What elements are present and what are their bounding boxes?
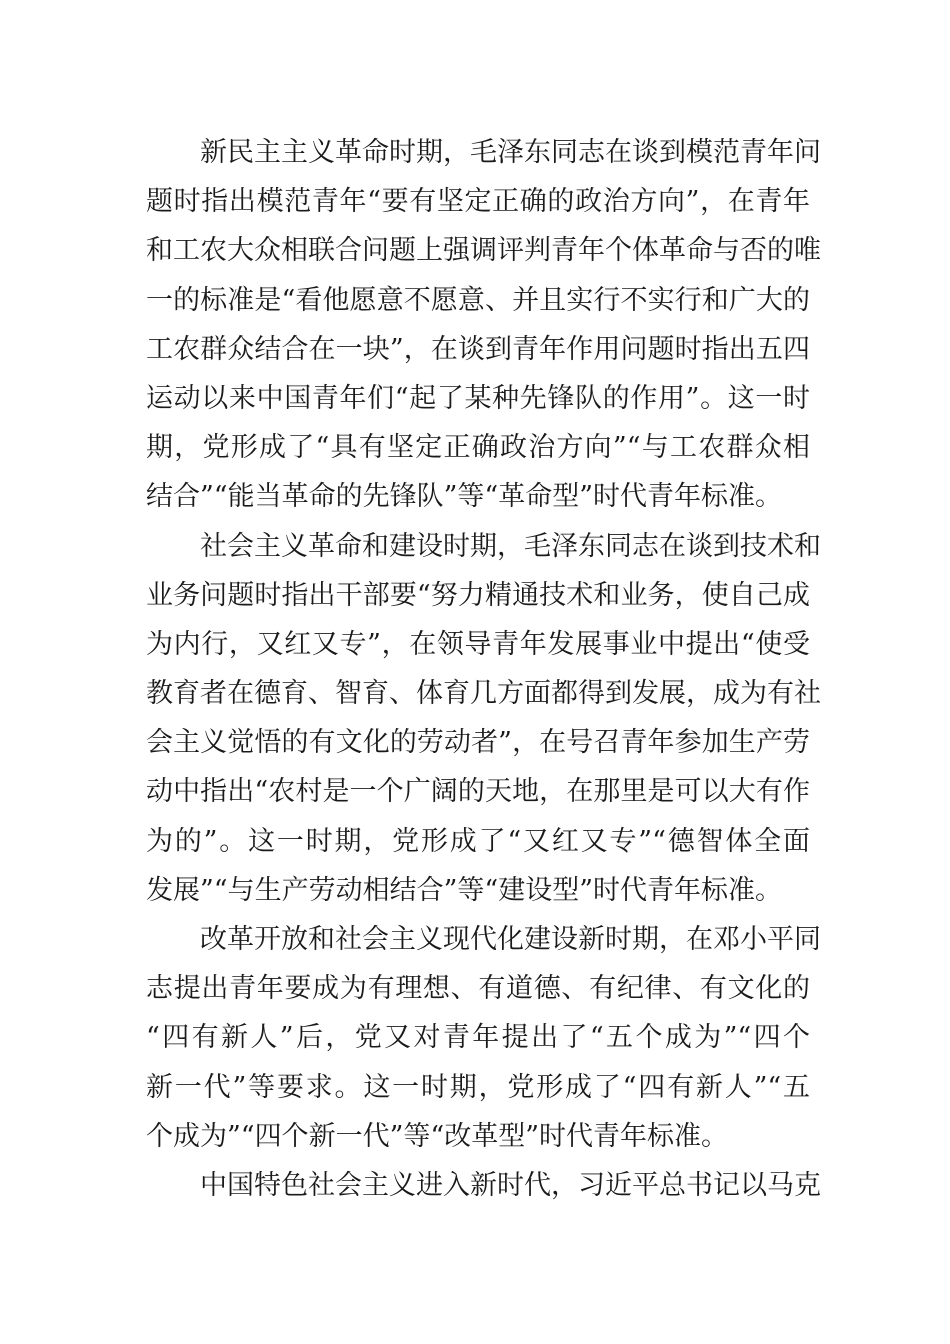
paragraph-1 [146, 128, 821, 522]
text-line: 为内行，又红又专”，在领导青年发展事业中提出“使受 [146, 628, 810, 660]
text-line: 会主义觉悟的有文化的劳动者”，在号召青年参加生产劳 [146, 727, 810, 759]
text-line: 新一代”等要求。这一时期，党形成了“四有新人”“五 [146, 1071, 810, 1103]
text-line: 期，党形成了“具有坚定正确政治方向”“与工农群众相 [146, 432, 810, 464]
text-line: 运动以来中国青年们“起了某种先锋队的作用”。这一时 [146, 382, 810, 414]
text-line: 和工农大众相联合问题上强调评判青年个体革命与否的唯 [146, 235, 821, 267]
text-line: 新民主主义革命时期，毛泽东同志在谈到模范青年问 [200, 137, 821, 168]
text-line: 发展”“与生产劳动相结合”等“建设型”时代青年标准。 [146, 874, 783, 906]
document-body [146, 128, 821, 1210]
text-line: 业务问题时指出干部要“努力精通技术和业务，使自己成 [146, 579, 810, 611]
paragraph-3 [146, 915, 821, 1161]
text-line: 改革开放和社会主义现代化建设新时期，在邓小平同 [200, 924, 821, 955]
text-line: 题时指出模范青年“要有坚定正确的政治方向”，在青年 [146, 186, 810, 218]
paragraph-2 [146, 522, 821, 916]
text-line: 一的标准是“看他愿意不愿意、并且实行不实行和广大的 [146, 284, 810, 316]
text-line: 动中指出“农村是一个广阔的天地，在那里是可以大有作 [146, 776, 810, 808]
text-line: 为的”。这一时期，党形成了“又红又专”“德智体全面 [146, 825, 810, 857]
text-line: 教育者在德育、智育、体育几方面都得到发展，成为有社 [146, 678, 821, 710]
text-line: 工农群众结合在一块”，在谈到青年作用问题时指出五四 [146, 333, 810, 365]
text-line: 中国特色社会主义进入新时代，习近平总书记以马克 [200, 1169, 821, 1201]
text-line: 志提出青年要成为有理想、有道德、有纪律、有文化的 [146, 973, 810, 1005]
text-line: 个成为”“四个新一代”等“改革型”时代青年标准。 [146, 1120, 729, 1152]
text-line: 社会主义革命和建设时期，毛泽东同志在谈到技术和 [200, 530, 821, 562]
paragraph-4 [146, 1161, 821, 1210]
text-line: 结合”“能当革命的先锋队”等“革命型”时代青年标准。 [146, 481, 783, 513]
text-line: “四有新人”后，党又对青年提出了“五个成为”“四个 [146, 1022, 810, 1054]
